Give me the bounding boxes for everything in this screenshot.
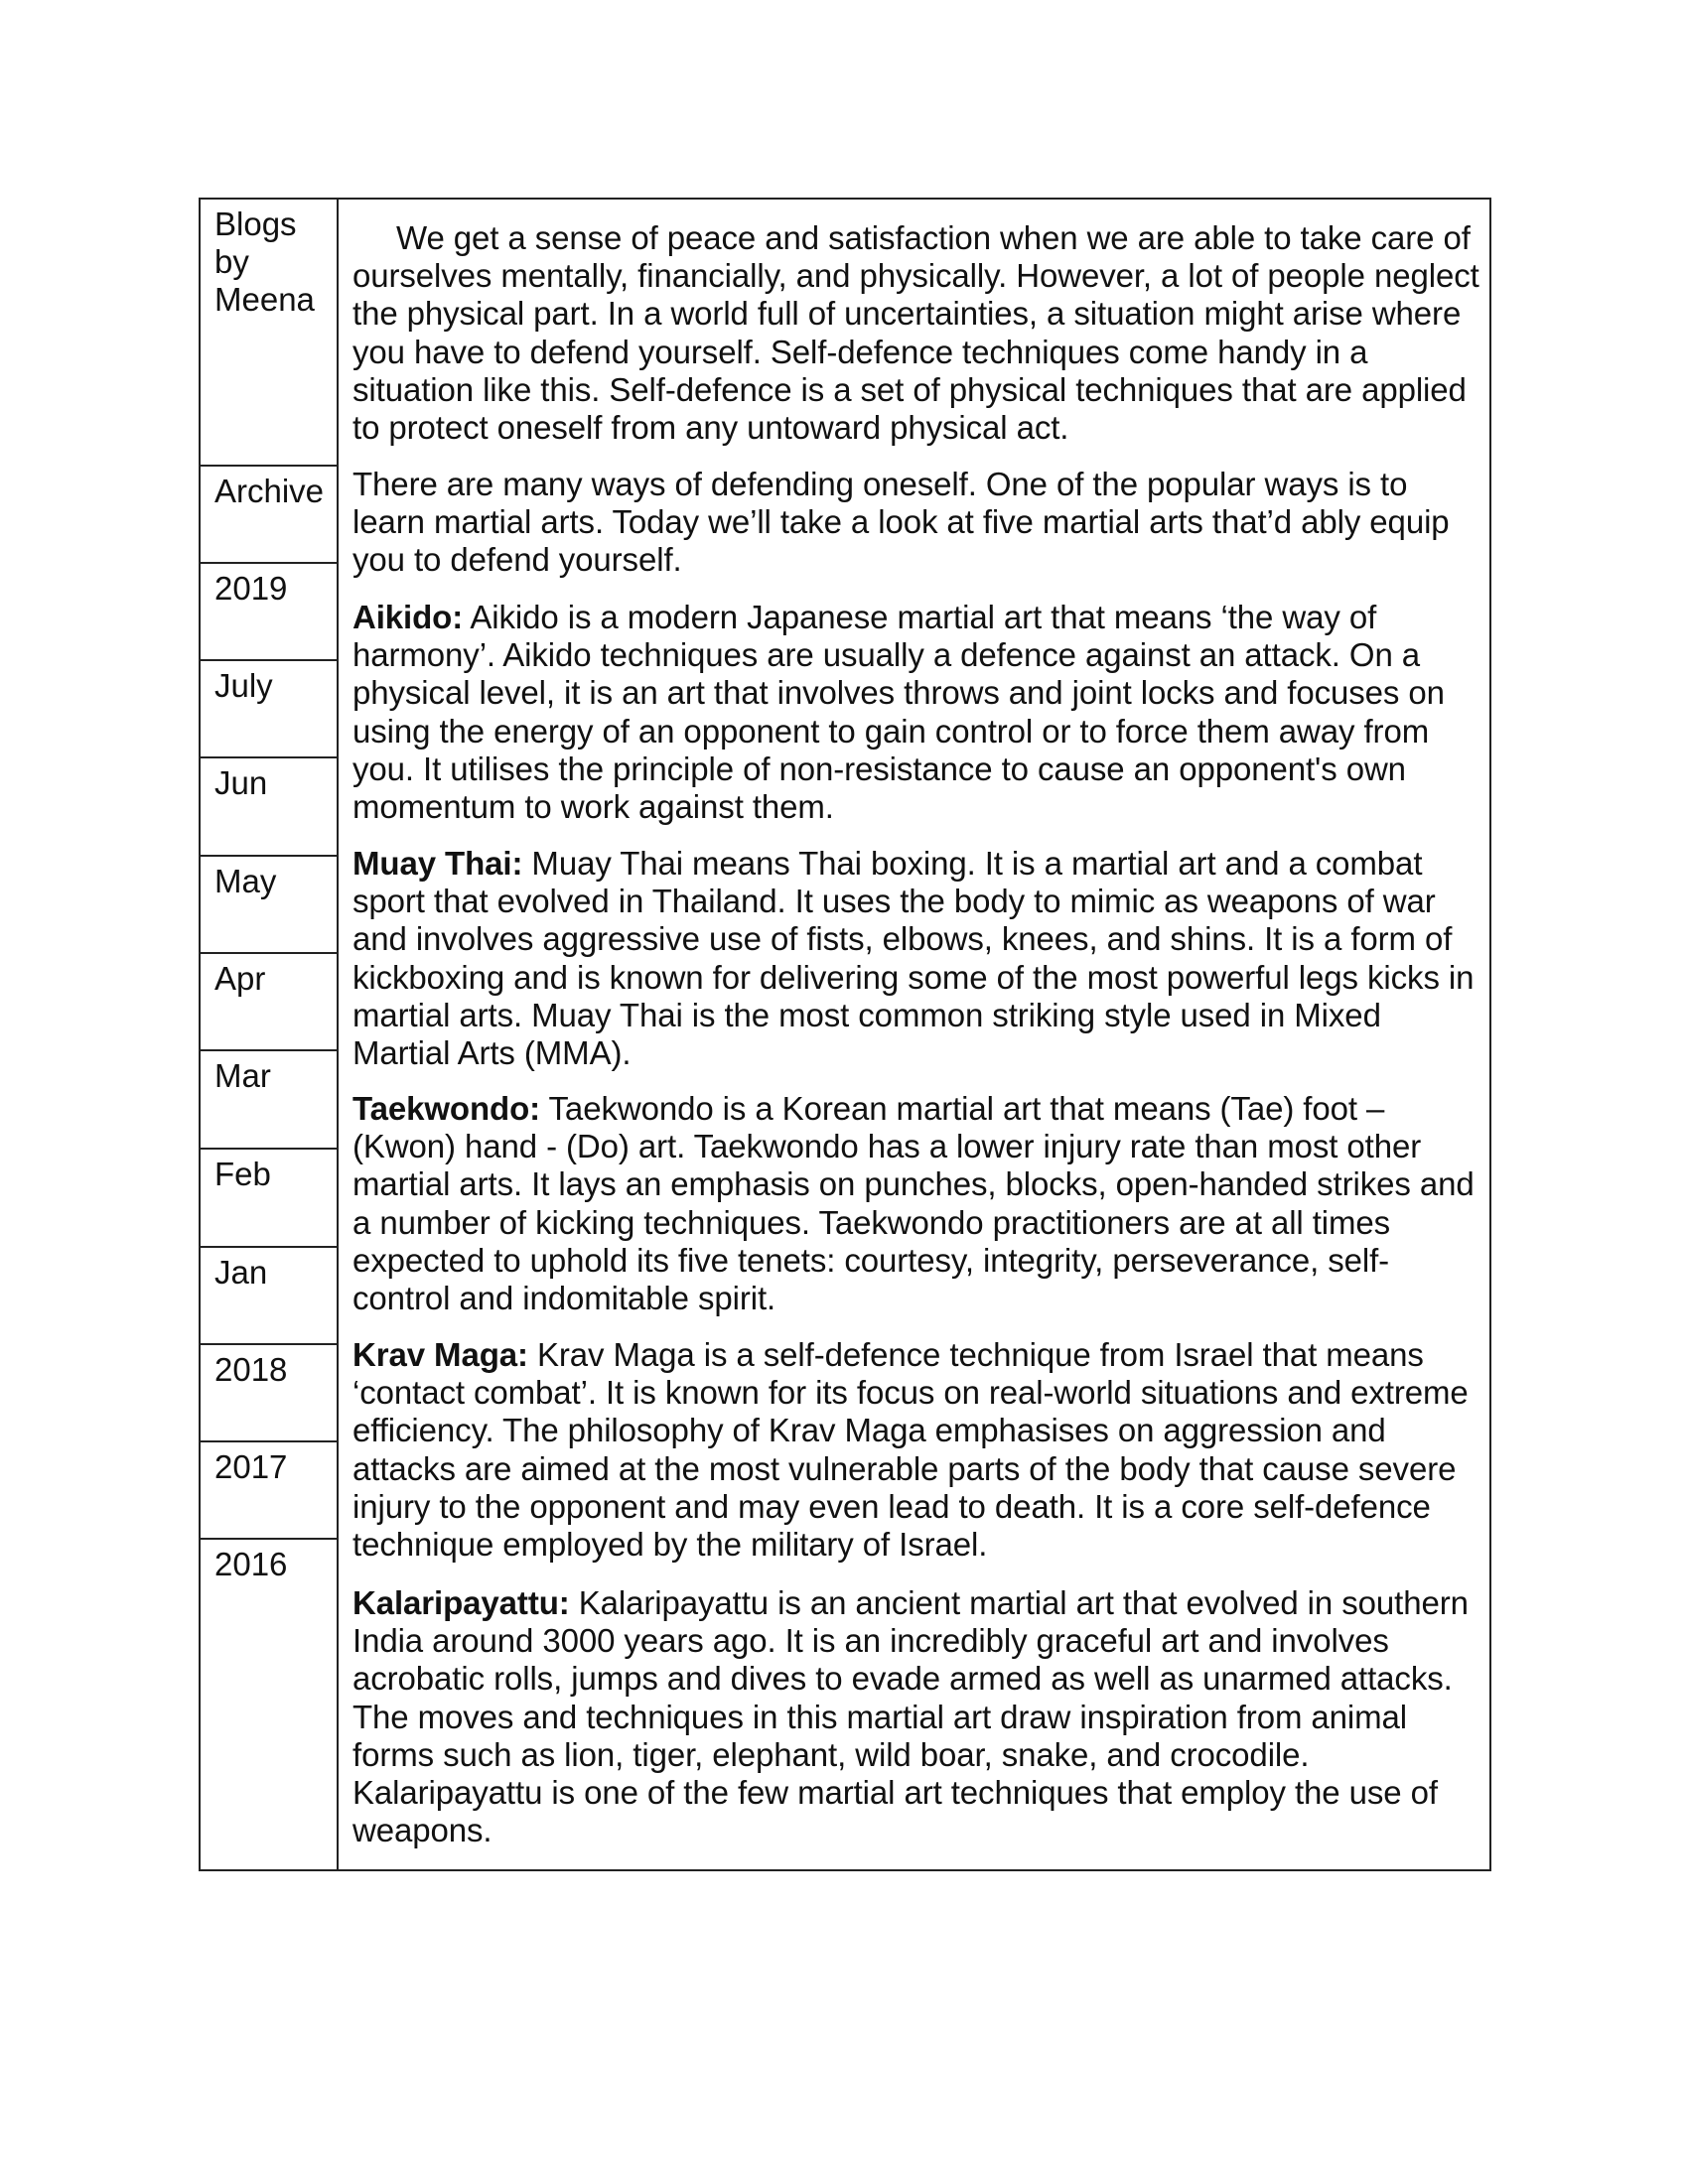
section-muay-thai	[352, 845, 1481, 1072]
intro-paragraph: We get a sense of peace and satisfaction when we are able to take care of ourselves mentally, financially, and physically. However, a lot of people neglect the physical part. In a world full of uncertainties, a situation might arise where you have to defend yourself. Self-defence techniques come handy in a situation like this. Self-defence is a set of physical techniques that are applied to protect oneself from any untoward physical act.	[352, 219, 1479, 447]
section-text: Muay Thai means Thai boxing. It is a martial art and a combat sport that evolved in Thailand. It uses the body to mimic as weapons of war and involves aggressive use of fists, elbows, knees, and shins. It is a form of kickboxing and is known for delivering some of the most powerful legs kicks in martial arts. Muay Thai is the most common striking style used in Mixed Martial Arts (MMA).	[352, 845, 1475, 1072]
article-body	[339, 200, 1489, 1869]
archive-link-apr[interactable]: Apr	[201, 952, 337, 1049]
archive-link-2017[interactable]: 2017	[201, 1440, 337, 1538]
section-heading: Krav Maga:	[352, 1336, 528, 1373]
archive-heading: Archive	[201, 465, 337, 562]
archive-link-jun[interactable]: Jun	[201, 756, 337, 855]
archive-link-july[interactable]: July	[201, 659, 337, 756]
blog-title-line: Meena	[214, 281, 315, 318]
section-heading: Aikido:	[352, 599, 464, 635]
overview-paragraph: There are many ways of defending oneself. One of the popular ways is to learn martial arts. Today we’ll take a look at five martial arts that’d ably equip you to defend yourself.	[352, 466, 1450, 579]
section-text: Kalaripayattu is an ancient martial art that evolved in southern India around 3000 years ago. It is an incredibly graceful art and involves acrobatic rolls, jumps and dives to evade armed as well as unarmed attacks. The moves and techniques in this martial art draw inspiration from animal forms such as lion, tiger, elephant, wild boar, snake, and crocodile. Kalaripayattu is one of the few martial art techniques that employ the use of weapons.	[352, 1584, 1469, 1849]
archive-link-may[interactable]: May	[201, 855, 337, 952]
archive-link-mar[interactable]: Mar	[201, 1049, 337, 1148]
blog-title-line: Blogs	[214, 205, 297, 242]
blog-title-line: by	[214, 243, 249, 280]
section-taekwondo	[352, 1090, 1481, 1317]
section-text: Aikido is a modern Japanese martial art that means ‘the way of harmony’. Aikido techniques are usually a defence against an attack. On a physical level, it is an art that involves throws and joint locks and focuses on using the energy of an opponent to gain control or to force them away from you. It utilises the principle of non-resistance to cause an opponent's own momentum to work against them.	[352, 599, 1445, 826]
section-krav-maga	[352, 1336, 1481, 1564]
archive-link-2016[interactable]: 2016	[201, 1538, 337, 1871]
archive-link-jan[interactable]: Jan	[201, 1246, 337, 1343]
blog-page-frame	[199, 198, 1491, 1871]
section-text: Taekwondo is a Korean martial art that means (Tae) foot – (Kwon) hand - (Do) art. Taekwondo has a lower injury rate than most other martial arts. It lays an emphasis on punches, blocks, open-handed strikes and a number of kicking techniques. Taekwondo practitioners are at all times expected to uphold its five tenets: courtesy, integrity, perseverance, self-control and indomitable spirit.	[352, 1090, 1475, 1317]
section-aikido	[352, 599, 1481, 826]
blog-title	[201, 200, 337, 465]
archive-link-feb[interactable]: Feb	[201, 1148, 337, 1246]
section-kalaripayattu	[352, 1584, 1481, 1849]
archive-link-2019[interactable]: 2019	[201, 562, 337, 659]
section-heading: Muay Thai:	[352, 845, 523, 882]
section-heading: Taekwondo:	[352, 1090, 541, 1127]
sidebar	[201, 200, 339, 1869]
section-text: Krav Maga is a self-defence technique from Israel that means ‘contact combat’. It is known for its focus on real-world situations and extreme efficiency. The philosophy of Krav Maga emphasises on aggression and attacks are aimed at the most vulnerable parts of the body that cause severe injury to the opponent and may even lead to death. It is a core self-defence technique employed by the military of Israel.	[352, 1336, 1469, 1564]
archive-link-2018[interactable]: 2018	[201, 1343, 337, 1440]
section-heading: Kalaripayattu:	[352, 1584, 570, 1621]
